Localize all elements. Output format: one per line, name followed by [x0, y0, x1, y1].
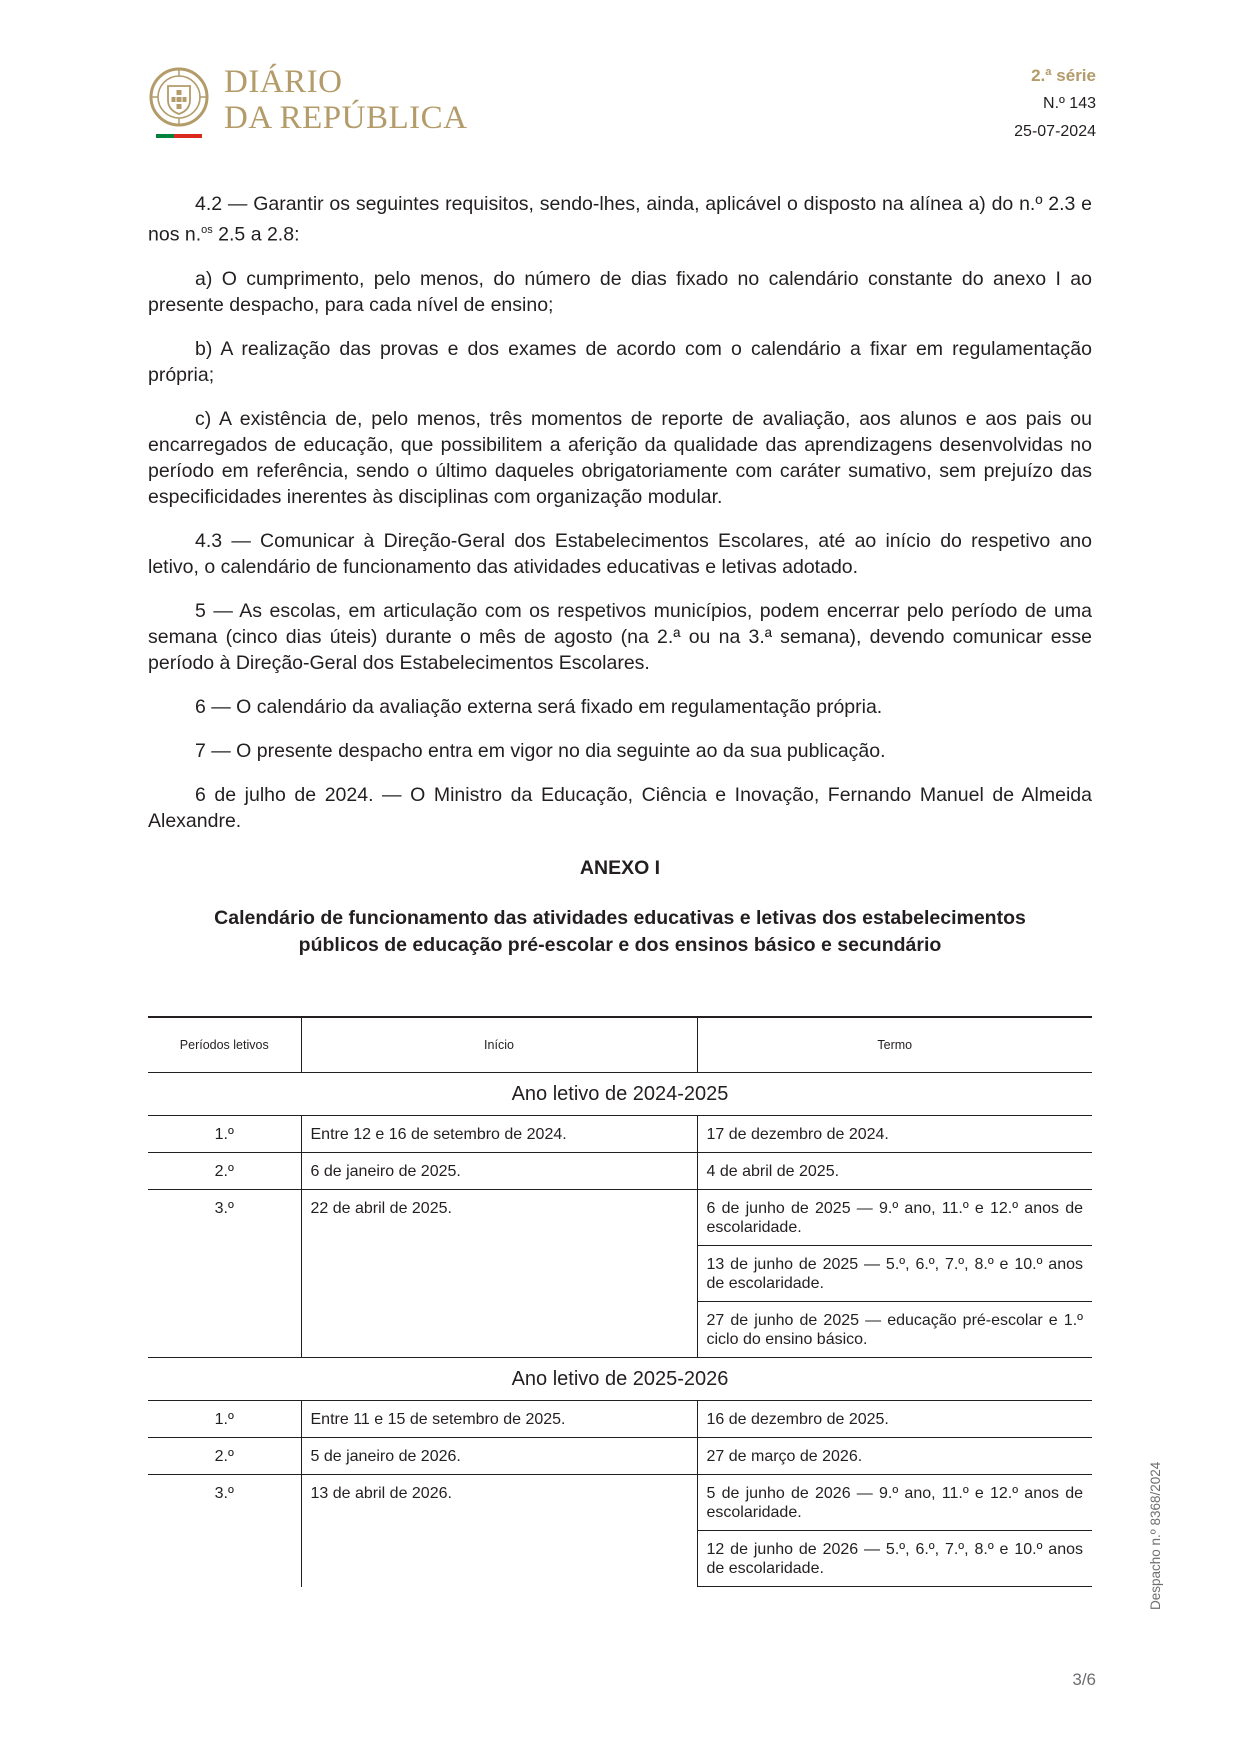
period-cell: 3.º	[214, 1485, 234, 1502]
table-row	[148, 1401, 1092, 1438]
period-cell: 2.º	[148, 1153, 301, 1190]
paragraph-6: 6 — O calendário da avaliação externa será fixado em regulamentação própria.	[195, 695, 883, 718]
table-row	[148, 1116, 1092, 1153]
serie-label: 2.ª série	[1031, 66, 1096, 85]
end-cell: 5 de junho de 2026 — 9.º ano, 11.º e 12.º anos de escolaridade.	[697, 1475, 1092, 1531]
period-cell: 1.º	[148, 1116, 301, 1153]
year-label: Ano letivo de 2025-2026	[148, 1358, 1092, 1401]
period-cell: 2.º	[148, 1438, 301, 1475]
paragraph-4-2-sup-base: n.	[184, 223, 202, 246]
paragraph-7: 7 — O presente despacho entra em vigor no dia seguinte ao da sua publicação.	[195, 739, 886, 762]
issue-info	[1014, 62, 1096, 146]
paragraph-4-2-sup: os	[201, 224, 213, 236]
table-row	[148, 1475, 1092, 1531]
start-cell: Entre 12 e 16 de setembro de 2024.	[301, 1116, 697, 1153]
annex-subtitle-line-1: Calendário de funcionamento das atividades educativas e letivas dos estabelecimentos	[214, 907, 1026, 929]
brand-line-2: DA REPÚBLICA	[224, 100, 468, 136]
signature-paragraph: 6 de julho de 2024. — O Ministro da Educação, Ciência e Inovação, Fernando Manuel de Almeida Alexandre.	[148, 783, 1092, 832]
start-cell: 22 de abril de 2025.	[301, 1190, 697, 1358]
paragraph-a: a) O cumprimento, pelo menos, do número de dias fixado no calendário constante do anexo I ao presente despacho, para cada nível de ensino;	[148, 267, 1092, 316]
table-row	[148, 1190, 1092, 1246]
flag-red	[174, 134, 202, 138]
issue-number: N.º 143	[1043, 95, 1096, 112]
paragraph-4-3: 4.3 — Comunicar à Direção-Geral dos Estabelecimentos Escolares, até ao início do respetivo ano letivo, o calendário de funcionamento das atividades educativas e letivas adotado.	[148, 529, 1092, 578]
year-label: Ano letivo de 2024-2025	[148, 1073, 1092, 1116]
end-cell: 12 de junho de 2026 — 5.º, 6.º, 7.º, 8.º e 10.º anos de escolaridade.	[697, 1531, 1092, 1587]
issue-date: 25-07-2024	[1014, 123, 1096, 140]
end-cell: 17 de dezembro de 2024.	[697, 1116, 1092, 1153]
despacho-reference: Despacho n.º 8368/2024	[1148, 1461, 1163, 1610]
table-row	[148, 1153, 1092, 1190]
table-row	[148, 1438, 1092, 1475]
paragraph-4-2	[148, 191, 1092, 248]
annex-title: ANEXO I	[579, 857, 661, 879]
header-inicio: Início	[301, 1017, 697, 1073]
annex-subtitle-line-2: públicos de educação pré-escolar e dos ensinos básico e secundário	[298, 934, 942, 956]
paragraph-c: c) A existência de, pelo menos, três momentos de reporte de avaliação, aos alunos e aos pais ou encarregados de educação, que possibilitem a aferição da qualidade das aprendizagens desenvolvidas no período em referência, sendo o último daqueles obrigatoriamente com caráter sumativo, sem prejuízo das especificidades inerentes às disciplinas com organização modular.	[148, 407, 1092, 508]
flag-stripe	[156, 134, 202, 138]
page-number: 3/6	[1072, 1670, 1096, 1689]
year-row	[148, 1358, 1092, 1401]
period-cell: 1.º	[148, 1401, 301, 1438]
table-header-row	[148, 1017, 1092, 1073]
end-cell: 16 de dezembro de 2025.	[697, 1401, 1092, 1438]
period-cell: 3.º	[148, 1190, 301, 1358]
end-cell: 4 de abril de 2025.	[697, 1153, 1092, 1190]
end-cell: 27 de março de 2026.	[697, 1438, 1092, 1475]
brand-line-1: DIÁRIO	[224, 64, 343, 100]
start-cell: Entre 11 e 15 de setembro de 2025.	[301, 1401, 697, 1438]
paragraph-4-2-text: 4.2 — Garantir os seguintes requisitos, sendo-lhes, ainda, aplicável o disposto na alínea a) do n.º 2.3 e nos	[148, 193, 1092, 246]
document-body	[148, 191, 1092, 852]
annex-subtitle	[148, 905, 1092, 959]
start-cell: 6 de janeiro de 2025.	[301, 1153, 697, 1190]
start-cell: 5 de janeiro de 2026.	[301, 1438, 697, 1475]
paragraph-b: b) A realização das provas e dos exames de acordo com o calendário a fixar em regulamentação própria;	[148, 337, 1092, 386]
header-termo: Termo	[697, 1017, 1092, 1073]
end-cell: 6 de junho de 2025 — 9.º ano, 11.º e 12.º anos de escolaridade.	[697, 1190, 1092, 1246]
end-cell: 27 de junho de 2025 — educação pré-escolar e 1.º ciclo do ensino básico.	[697, 1302, 1092, 1358]
calendar-table	[148, 1016, 1092, 1587]
end-cell: 13 de junho de 2025 — 5.º, 6.º, 7.º, 8.º e 10.º anos de escolaridade.	[697, 1246, 1092, 1302]
paragraph-5: 5 — As escolas, em articulação com os respetivos municípios, podem encerrar pelo período de uma semana (cinco dias úteis) durante o mês de agosto (na 2.ª ou na 3.ª semana), devendo comunicar esse período à Direção-Geral dos Estabelecimentos Escolares.	[148, 599, 1092, 674]
paragraph-4-2-end: 2.5 a 2.8:	[212, 223, 300, 246]
year-row	[148, 1073, 1092, 1116]
header-periodos: Períodos letivos	[148, 1017, 301, 1073]
flag-green	[156, 134, 174, 138]
brand-title	[224, 64, 467, 136]
start-cell: 13 de abril de 2026.	[301, 1475, 697, 1587]
coat-of-arms-icon	[148, 66, 210, 128]
